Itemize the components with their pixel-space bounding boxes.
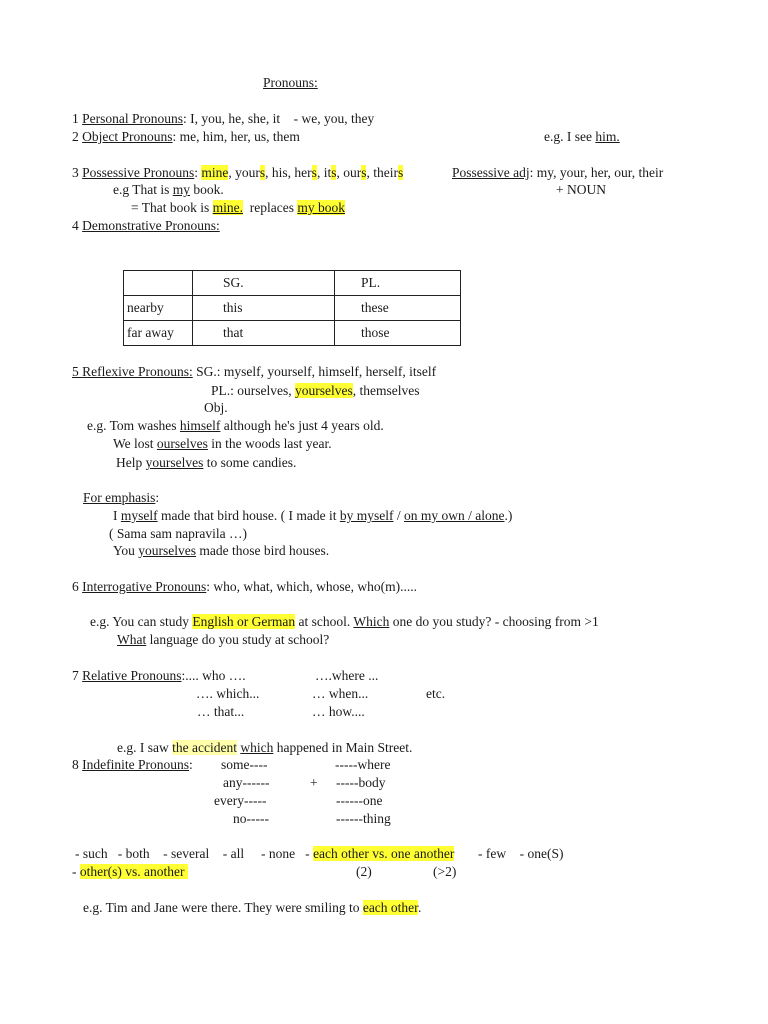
- relative-when: … when...: [312, 686, 369, 701]
- emphasis-example-2: You yourselves made those bird houses.: [113, 543, 330, 558]
- indefinite-example: e.g. Tim and Jane were there. They were smiling to each other.: [83, 900, 422, 915]
- indefinite-plus: +: [310, 775, 318, 790]
- table-cell: [124, 271, 193, 296]
- object-pronouns-line: 2 Object Pronouns: me, him, her, us, them: [72, 129, 300, 144]
- table-row: [124, 271, 461, 296]
- interrogative-example-1: e.g. You can study English or German at school. Which one do you study? - choosing from >1: [90, 614, 599, 629]
- indefinite-other: - other(s) vs. another: [72, 864, 188, 879]
- table-cell: far away: [124, 321, 193, 346]
- relative-where: ….where ...: [315, 668, 379, 683]
- indefinite-more: (>2): [433, 864, 457, 879]
- emphasis-example-1: I myself made that bird house. ( I made it by myself / on my own / alone.): [113, 508, 513, 523]
- reflexive-example-1: e.g. Tom washes himself although he's just 4 years old.: [87, 418, 384, 433]
- table-cell: those: [335, 321, 461, 346]
- indefinite-every: every-----: [214, 793, 267, 808]
- table-cell: that: [193, 321, 335, 346]
- relative-example: e.g. I saw the accident which happened in Main Street.: [117, 740, 413, 755]
- table-header-pl: PL.: [335, 271, 461, 296]
- indefinite-some: some----: [221, 757, 268, 772]
- reflexive-example-2: We lost ourselves in the woods last year.: [113, 436, 332, 451]
- relative-etc: etc.: [426, 686, 446, 701]
- interrogative-pronouns-line: 6 Interrogative Pronouns: who, what, which, whose, who(m).....: [72, 579, 417, 594]
- reflexive-obj: Obj.: [204, 400, 228, 415]
- indefinite-one: ------one: [336, 793, 383, 808]
- table-header-sg: SG.: [193, 271, 335, 296]
- indefinite-where: -----where: [335, 757, 391, 772]
- indefinite-pronouns-line: 8 Indefinite Pronouns:: [72, 757, 193, 772]
- object-example: e.g. I see him.: [544, 129, 620, 144]
- table-cell: nearby: [124, 296, 193, 321]
- relative-how: … how....: [312, 704, 365, 719]
- table-cell: this: [193, 296, 335, 321]
- relative-pronouns-line: 7 Relative Pronouns:.... who ….: [72, 668, 246, 683]
- indefinite-two: (2): [356, 864, 372, 879]
- page-title: Pronouns:: [263, 75, 318, 90]
- table-row: [124, 321, 461, 346]
- reflexive-plural: PL.: ourselves, yourselves, themselves: [211, 383, 420, 398]
- emphasis-heading: For emphasis:: [83, 490, 160, 505]
- noun-note: + NOUN: [556, 182, 606, 197]
- indefinite-list: - such - both - several - all - none - each other vs. one another - few - one(S): [75, 846, 564, 861]
- relative-which: …. which...: [196, 686, 260, 701]
- indefinite-body: -----body: [336, 775, 386, 790]
- table-row: [124, 296, 461, 321]
- demonstrative-pronouns-line: 4 Demonstrative Pronouns:: [72, 218, 220, 233]
- table-cell: these: [335, 296, 461, 321]
- reflexive-pronouns-line: 5 Reflexive Pronouns: SG.: myself, yourself, himself, herself, itself: [72, 364, 437, 379]
- indefinite-no: no-----: [233, 811, 269, 826]
- possessive-pronouns-line: 3 Possessive Pronouns: mine, yours, his, hers, its, ours, theirs: [72, 165, 404, 180]
- emphasis-translation: ( Sama sam napravila …): [109, 526, 247, 541]
- indefinite-any: any------: [223, 775, 270, 790]
- indefinite-thing: ------thing: [336, 811, 391, 826]
- possessive-example-1: e.g That is my book.: [113, 182, 224, 197]
- reflexive-example-3: Help yourselves to some candies.: [116, 455, 297, 470]
- personal-pronouns-line: 1 Personal Pronouns: I, you, he, she, it - we, you, they: [72, 111, 375, 126]
- interrogative-example-2: What language do you study at school?: [117, 632, 330, 647]
- relative-that: … that...: [197, 704, 245, 719]
- possessive-example-2: = That book is mine. replaces my book: [131, 200, 345, 215]
- demonstrative-table: [123, 270, 461, 346]
- possessive-adjectives: Possessive adj: my, your, her, our, their: [452, 165, 664, 180]
